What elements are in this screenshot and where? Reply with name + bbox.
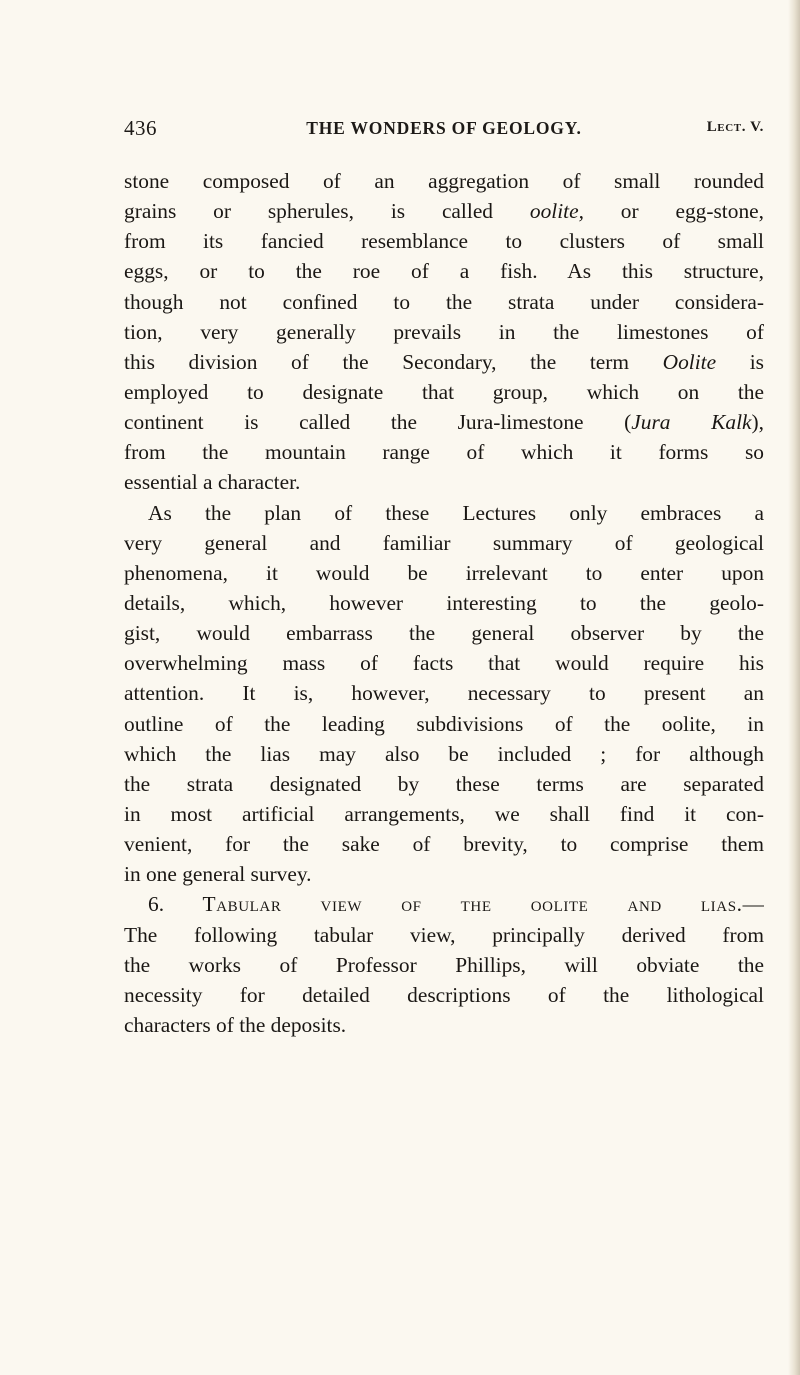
running-title: THE WONDERS OF GEOLOGY. [306, 118, 582, 138]
text-line: grains or spherules, is called oolite, or egg-stone, [124, 199, 764, 224]
text-line: eggs, or to the roe of a fish. As this structure, [124, 259, 764, 284]
page-number: 436 [124, 116, 157, 140]
text-line: characters of the deposits. [124, 1012, 347, 1037]
body-text [124, 166, 764, 1040]
text-line: As the plan of these Lectures only embraces a [148, 500, 764, 525]
lecture-reference: Lect. V. [706, 119, 764, 135]
text-line: continent is called the Jura-limestone (Jura Kalk), [124, 410, 764, 435]
section-heading-line: 6. Tabular view of the oolite and lias.— [148, 892, 764, 917]
text-line: stone composed of an aggregation of small rounded [124, 169, 764, 193]
text-line: essential a character. [124, 470, 301, 495]
running-head [124, 116, 764, 146]
text-line: the works of Professor Phillips, will obviate the [124, 952, 764, 977]
text-line: the strata designated by these terms are separated [124, 771, 764, 796]
text-line: outline of the leading subdivisions of the oolite, in [124, 711, 764, 736]
text-line: very general and familiar summary of geological [124, 530, 764, 555]
text-line: venient, for the sake of brevity, to comprise them [124, 832, 764, 857]
section-heading: Tabular view of the oolite and lias. [202, 892, 743, 917]
text-line: gist, would embarrass the general observer by the [124, 621, 764, 646]
text-line: in one general survey. [124, 862, 312, 887]
text-line: tion, very generally prevails in the limestones of [124, 319, 764, 344]
text-line: employed to designate that group, which on the [124, 379, 764, 404]
italic-term: Jura Kalk [631, 410, 752, 435]
text-line: overwhelming mass of facts that would require his [124, 651, 764, 676]
text-line: attention. It is, however, necessary to present an [124, 681, 764, 706]
text-line: though not confined to the strata under considera- [124, 289, 764, 314]
italic-term: oolite, [529, 199, 584, 224]
text-line: necessity for detailed descriptions of the lithological [124, 982, 764, 1007]
text-line: in most artificial arrangements, we shall find it con- [124, 801, 764, 826]
page-edge-shadow [788, 0, 800, 1375]
text-line: this division of the Secondary, the term Oolite is [124, 349, 764, 374]
text-line: phenomena, it would be irrelevant to enter upon [124, 560, 764, 585]
text-line: The following tabular view, principally derived from [124, 922, 764, 947]
text-line: which the lias may also be included ; for although [124, 741, 764, 766]
text-line: from the mountain range of which it forms so [124, 440, 764, 465]
section-number: 6. [148, 892, 203, 917]
text-line: from its fancied resemblance to clusters of small [124, 229, 764, 254]
italic-term: Oolite [662, 349, 717, 374]
text-line: details, which, however interesting to the geolo- [124, 590, 764, 615]
